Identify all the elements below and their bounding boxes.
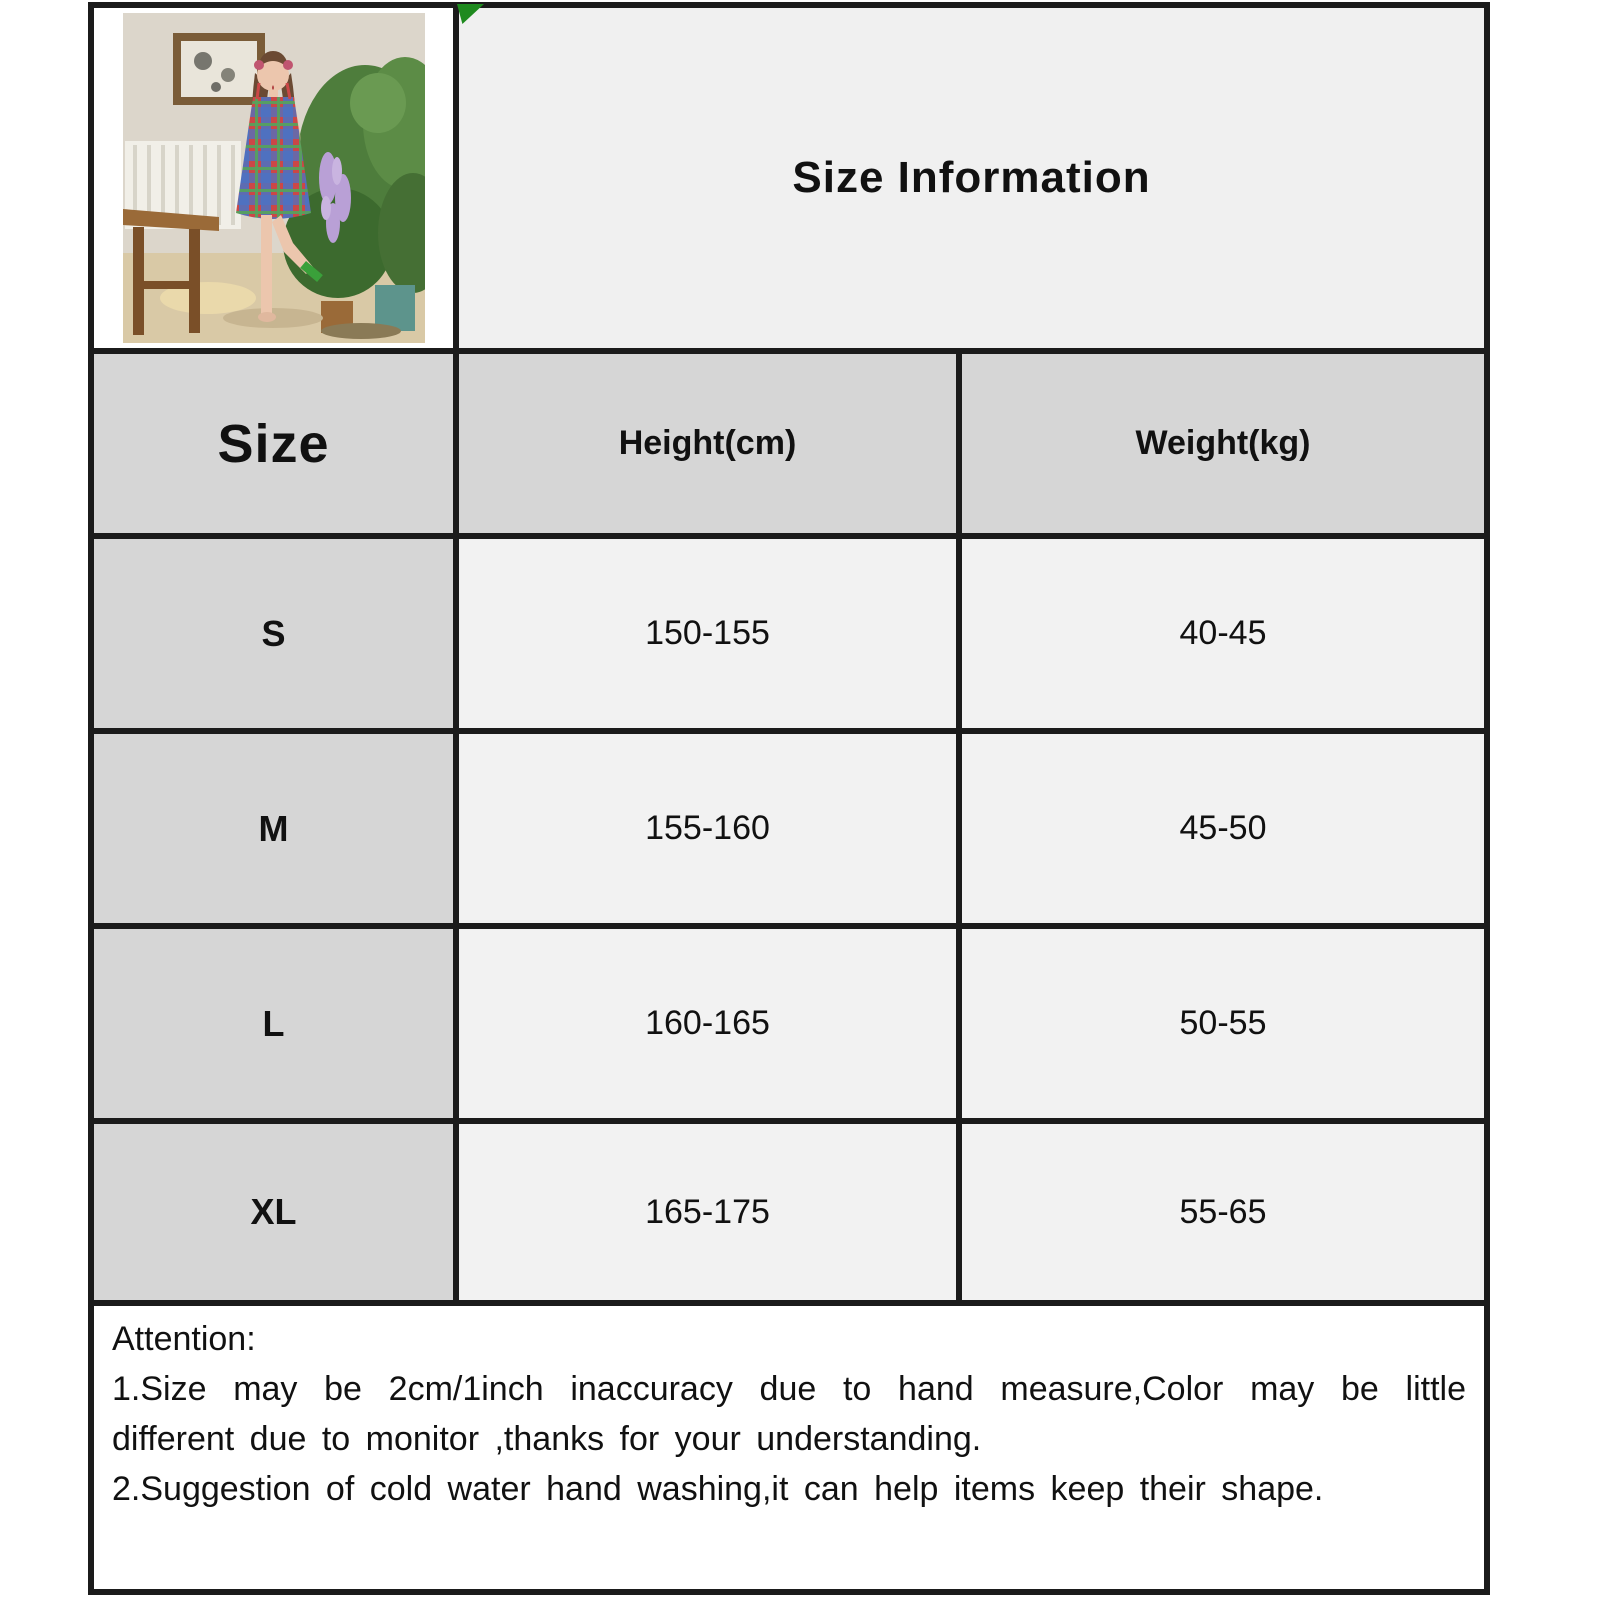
col-header-height: Height(cm): [456, 351, 959, 536]
attention-note-line-3: 2.Suggestion of cold water hand washing,it can help items keep their shape.: [112, 1470, 1324, 1508]
table-row-s-weight: 40-45: [959, 536, 1487, 731]
attention-note-line-1: 1.Size may be 2cm/1inch inaccuracy due to hand measure,Color may be little: [112, 1370, 1466, 1408]
table-row-l-weight: 50-55: [959, 926, 1487, 1121]
table-row-l-size: L: [91, 926, 456, 1121]
product-photo: [123, 13, 425, 343]
attention-note-line-2: different due to monitor ,thanks for your understanding.: [112, 1420, 982, 1458]
product-photo-cell: [91, 5, 456, 351]
table-row-xl-weight: 55-65: [959, 1121, 1487, 1303]
table-row-xl-size: XL: [91, 1121, 456, 1303]
page-title: Size Information: [792, 153, 1151, 202]
table-row-m-height: 155-160: [456, 731, 959, 926]
attention-section: [91, 1303, 1487, 1592]
col-header-size: Size: [91, 351, 456, 536]
attention-heading: Attention:: [112, 1320, 256, 1358]
table-row-xl-height: 165-175: [456, 1121, 959, 1303]
table-row-l-height: 160-165: [456, 926, 959, 1121]
table-row-m-weight: 45-50: [959, 731, 1487, 926]
table-row-s-height: 150-155: [456, 536, 959, 731]
col-header-weight: Weight(kg): [959, 351, 1487, 536]
table-row-m-size: M: [91, 731, 456, 926]
title-cell: [456, 5, 1487, 351]
table-row-s-size: S: [91, 536, 456, 731]
size-table: [88, 2, 1490, 1595]
